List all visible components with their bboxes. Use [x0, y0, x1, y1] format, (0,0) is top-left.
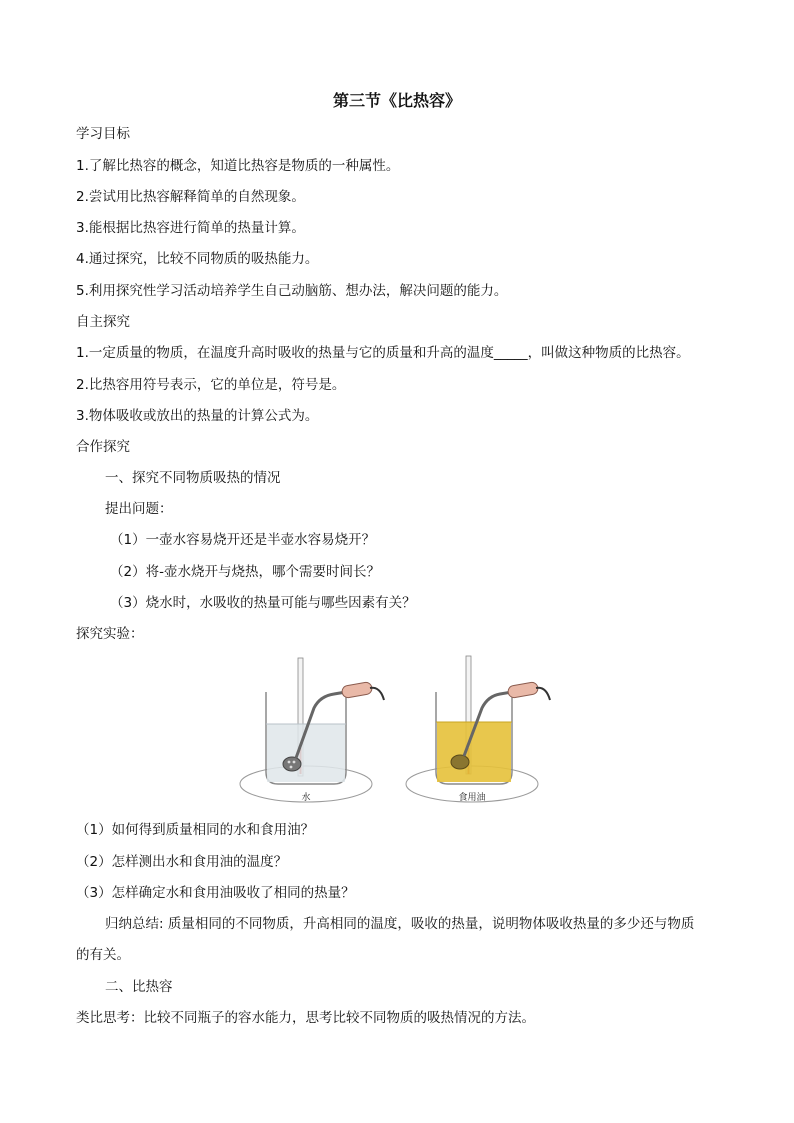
goal-item: 2.尝试用比热容解释简单的自然现象。 — [76, 189, 305, 205]
part2-heading: 二、比热容 — [105, 979, 173, 995]
part1-heading: 一、探究不同物质吸热的情况 — [105, 470, 281, 486]
summary-line: 的有关。 — [76, 947, 130, 963]
self-study-heading: 自主探究 — [76, 314, 130, 330]
self-study-item: 1.一定质量的物质，在温度升高时吸收的热量与它的质量和升高的温度_____，叫做这种物质的比热容。 — [76, 345, 690, 361]
goal-item: 3.能根据比热容进行简单的热量计算。 — [76, 220, 305, 236]
goal-item: 1.了解比热容的概念，知道比热容是物质的一种属性。 — [76, 158, 400, 174]
summary-line: 归纳总结: 质量相同的不同物质，升高相同的温度，吸收的热量，说明物体吸收热量的多少还与物质 — [105, 916, 695, 932]
question-item: （1）一壶水容易烧开还是半壶水容易烧开？ — [110, 532, 376, 548]
experiment-label: 探究实验： — [76, 626, 144, 642]
question-label: 提出问题： — [105, 501, 173, 517]
oil-label: 食用油 — [458, 793, 486, 803]
oil-beaker-setup — [406, 656, 550, 803]
water-beaker-setup — [240, 658, 384, 803]
exp-question: （3）怎样确定水和食用油吸收了相同的热量？ — [76, 885, 355, 901]
goal-item: 5.利用探究性学习活动培养学生自己动脑筋、想办法，解决问题的能力。 — [76, 283, 508, 299]
self-study-item: 3.物体吸收或放出的热量的计算公式为。 — [76, 408, 319, 424]
goals-heading: 学习目标 — [76, 126, 130, 142]
page-title: 第三节《比热容》 — [332, 91, 461, 110]
self-study-item: 2.比热容用符号表示，它的单位是，符号是。 — [76, 377, 346, 393]
water-label: 水 — [301, 793, 311, 803]
coop-heading: 合作探究 — [76, 439, 130, 455]
experiment-figure — [238, 652, 568, 808]
exp-question: （2）怎样测出水和食用油的温度？ — [76, 854, 288, 870]
analogy-line: 类比思考：比较不同瓶子的容水能力，思考比较不同物质的吸热情况的方法。 — [76, 1010, 535, 1026]
goal-item: 4.通过探究，比较不同物质的吸热能力。 — [76, 251, 319, 267]
exp-question: （1）如何得到质量相同的水和食用油？ — [76, 822, 315, 838]
question-item: （2）将-壶水烧开与烧热，哪个需要时间长？ — [110, 564, 380, 580]
question-item: （3）烧水时，水吸收的热量可能与哪些因素有关？ — [110, 595, 416, 611]
